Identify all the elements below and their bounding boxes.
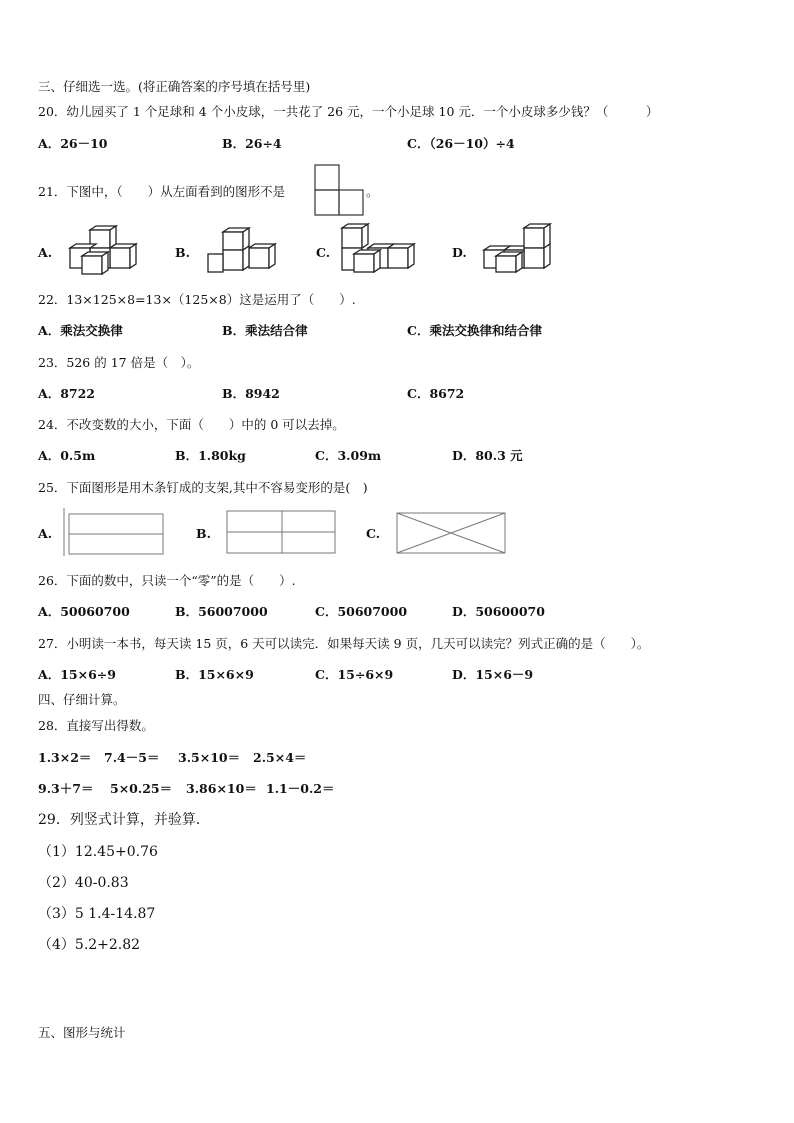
q28-expr-2: 7.4－5＝ — [104, 750, 160, 765]
q21-figure-b — [205, 226, 281, 276]
q27-option-a: A．15×6÷9 — [38, 667, 116, 682]
q21-option-d: D. — [452, 245, 467, 260]
q22-option-b: B．乘法结合律 — [222, 323, 308, 338]
q27-option-d: D．15×6－9 — [452, 667, 534, 682]
q21-figure-d — [480, 222, 558, 276]
q22-stem: 22．13×125×8=13×（125×8）这是运用了（ ）. — [38, 292, 356, 307]
q23-option-c: C．8672 — [407, 386, 465, 401]
q26-stem: 26．下面的数中，只读一个“零”的是（ ）. — [38, 573, 296, 588]
q28-expr-1: 1.3×2＝ — [38, 750, 92, 765]
q21-stem-end: 。 — [366, 184, 379, 199]
q27-option-b: B．15×6×9 — [175, 667, 254, 682]
section-5-heading: 五、图形与统计 — [38, 1025, 126, 1040]
q26-option-c: C．50607000 — [315, 604, 408, 619]
q28-expr-5: 9.3＋7＝ — [38, 781, 94, 796]
q20-option-b: B．26÷4 — [222, 136, 282, 151]
q22-option-c: C．乘法交换律和结合律 — [407, 323, 542, 338]
q26-option-d: D．50600070 — [452, 604, 545, 619]
q28-expr-4: 2.5×4＝ — [253, 750, 307, 765]
q25-option-a: A. — [38, 526, 53, 541]
q29-item-2: （2）40-0.83 — [38, 875, 129, 891]
q23-option-b: B．8942 — [222, 386, 280, 401]
q23-option-a: A．8722 — [38, 386, 95, 401]
q21-option-a: A. — [38, 245, 53, 260]
q23-stem: 23．526 的 17 倍是（ ）。 — [38, 355, 200, 370]
q20-stem: 20．幼儿园买了 1 个足球和 4 个小皮球，一共花了 26 元，一个小足球 10 元．一个小皮球多少钱？（ ） — [38, 104, 659, 119]
q28-stem: 28．直接写出得数。 — [38, 718, 154, 733]
q21-stem: 21．下图中，（ ）从左面看到的图形不是 — [38, 184, 286, 199]
q28-expr-7: 3.86×10＝ — [186, 781, 257, 796]
q25-stem: 25．下面图形是用木条钉成的支架,其中不容易变形的是( ) — [38, 480, 368, 495]
q24-option-a: A．0.5m — [38, 448, 96, 463]
q20-option-a: A．26－10 — [38, 136, 108, 151]
q29-stem: 29．列竖式计算，并验算． — [38, 812, 210, 828]
q29-item-1: （1）12.45+0.76 — [38, 844, 158, 860]
q20-option-c: C．（26－10）÷4 — [407, 136, 515, 151]
q24-option-b: B．1.80kg — [175, 448, 246, 463]
section-3-heading: 三、仔细选一选。(将正确答案的序号填在括号里) — [38, 79, 311, 94]
q29-item-4: （4）5.2+2.82 — [38, 937, 141, 953]
section-4-heading: 四、仔细计算。 — [38, 692, 126, 707]
q22-option-a: A．乘法交换律 — [38, 323, 123, 338]
q21-option-c: C. — [316, 245, 331, 260]
q28-expr-6: 5×0.25＝ — [110, 781, 173, 796]
q21-reference-shape — [314, 164, 366, 218]
q26-option-b: B．56007000 — [175, 604, 268, 619]
q25-option-c: C. — [366, 526, 381, 541]
q21-figure-a — [66, 224, 140, 276]
q25-figure-b — [226, 510, 338, 556]
q24-option-c: C．3.09m — [315, 448, 382, 463]
q21-figure-c — [338, 222, 416, 276]
q25-option-b: B. — [196, 526, 211, 541]
q25-figure-a — [62, 508, 166, 558]
q24-stem: 24．不改变数的大小，下面（ ）中的 0 可以去掉。 — [38, 417, 345, 432]
q25-figure-c — [396, 512, 508, 556]
q28-expr-8: 1.1－0.2＝ — [266, 781, 335, 796]
q21-option-b: B. — [175, 245, 190, 260]
q27-option-c: C．15÷6×9 — [315, 667, 394, 682]
q24-option-d: D．80.3 元 — [452, 448, 523, 463]
q27-stem: 27．小明读一本书，每天读 15 页，6 天可以读完．如果每天读 9 页，几天可以读完？列式正确的是（ ）。 — [38, 636, 650, 651]
q26-option-a: A．50060700 — [38, 604, 130, 619]
q28-expr-3: 3.5×10＝ — [178, 750, 241, 765]
q29-item-3: （3）5 1.4-14.87 — [38, 906, 156, 922]
